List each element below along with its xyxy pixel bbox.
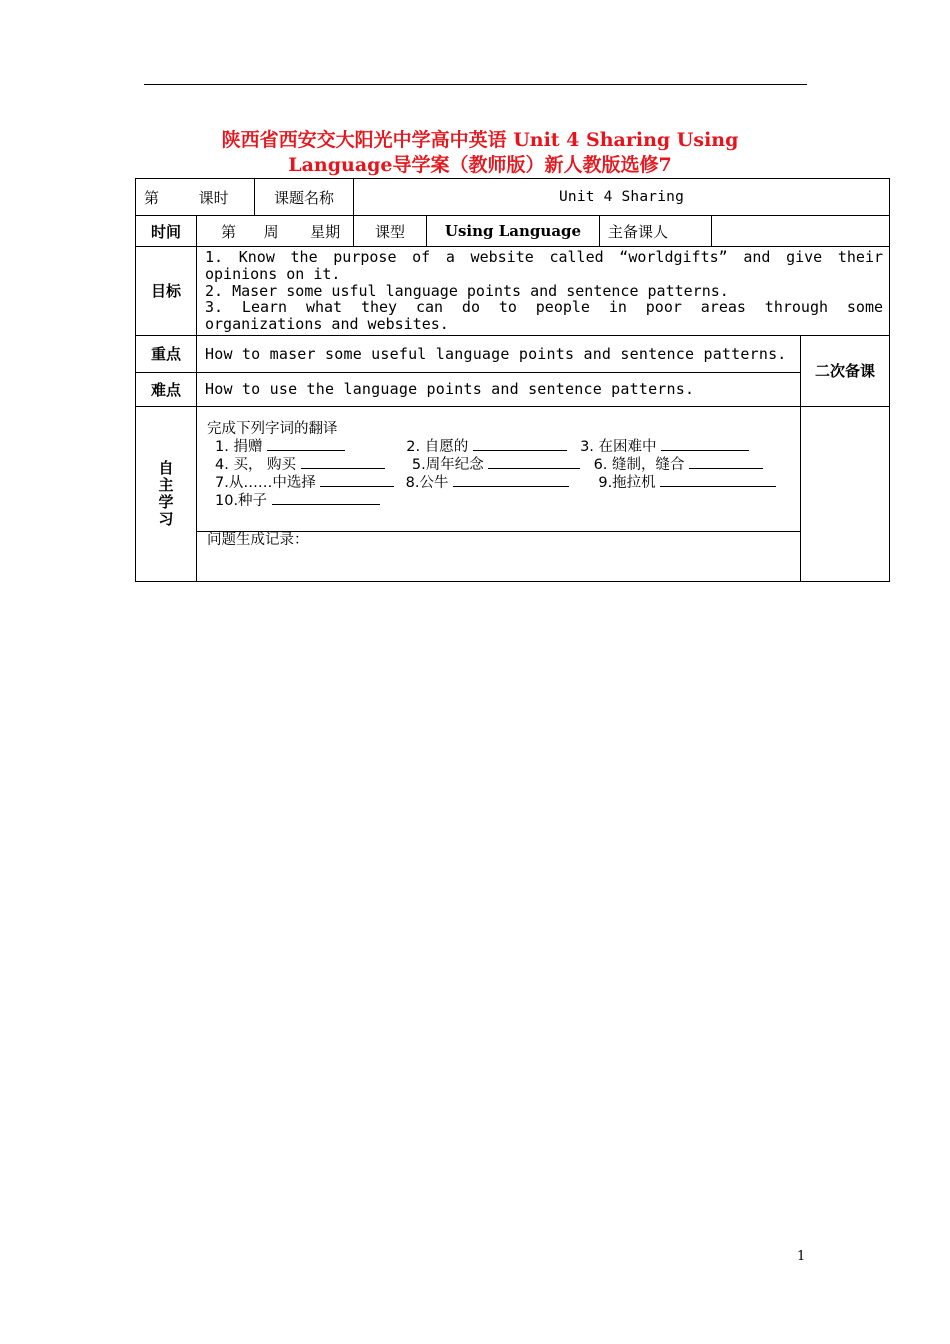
- second-prep-blank: [801, 406, 890, 581]
- difficult-point-label: 难点: [136, 372, 197, 406]
- vocab-section: [197, 407, 800, 532]
- goals-text: [197, 247, 890, 336]
- row-difficult-point: [136, 372, 890, 406]
- document-title-line1: 陕西省西安交大阳光中学高中英语 Unit 4 Sharing Using: [221, 129, 739, 151]
- self-study-content: [197, 406, 801, 581]
- key-point-label: 重点: [136, 335, 197, 372]
- second-prep-label: 二次备课: [801, 335, 890, 406]
- self-study-label-cell: [136, 406, 197, 581]
- goal-item-2: 2. Maser some usful language points and sentence patterns.: [205, 281, 729, 300]
- row-time-type: [136, 216, 890, 247]
- period-label: 第: [144, 188, 160, 207]
- vocab-item: 1. 捐赠: [215, 438, 263, 455]
- type-value: Using Language: [427, 216, 600, 247]
- week-di: 第: [221, 222, 237, 241]
- vocab-blank[interactable]: [473, 438, 567, 451]
- vocab-blank[interactable]: [301, 456, 385, 469]
- key-point-text: How to maser some useful language points and sentence patterns.: [197, 335, 801, 372]
- teacher-label: 主备课人: [600, 216, 712, 247]
- goals-label: 目标: [136, 247, 197, 336]
- goal-item-3: 3. Learn what they can do to people in poor areas through some organizations and websites.: [205, 298, 884, 334]
- header-rule: [144, 84, 807, 85]
- teacher-value: [712, 216, 890, 247]
- goal-item-1: 1. Know the purpose of a website called “worldgifts” and give their opinions on it.: [205, 248, 884, 283]
- vocab-item: 9.拖拉机: [598, 474, 656, 491]
- vocab-blank[interactable]: [267, 438, 345, 451]
- difficult-point-text: How to use the language points and sentence patterns.: [197, 372, 801, 406]
- vocab-item: 4. 买， 购买: [215, 456, 297, 473]
- vocab-blank[interactable]: [661, 438, 749, 451]
- page-number: 1: [797, 1249, 806, 1264]
- vocab-line-2: [207, 456, 790, 474]
- vocab-instruction: 完成下列字词的翻译: [207, 420, 338, 437]
- vocab-line-3: [207, 474, 790, 492]
- vocab-item: 3. 在困难中: [580, 438, 657, 455]
- vocab-blank[interactable]: [689, 456, 763, 469]
- vocab-line-1: [207, 438, 790, 456]
- row-self-study: [136, 406, 890, 581]
- vocab-item: 8.公牛: [405, 474, 449, 491]
- vocab-blank[interactable]: [272, 492, 380, 505]
- lesson-plan-table: [135, 178, 890, 582]
- vocab-item: 5.周年纪念: [411, 456, 484, 473]
- time-label: 时间: [136, 216, 197, 247]
- record-label: 问题生成记录：: [207, 531, 309, 548]
- weekday: 星期: [310, 222, 341, 241]
- topic-label: 课题名称: [255, 179, 354, 216]
- row-key-point: [136, 335, 890, 372]
- week-zhou: 周: [263, 222, 279, 241]
- vocab-line-4: [207, 492, 790, 510]
- vocab-item: 7.从……中选择: [215, 474, 316, 491]
- vocab-item: 2. 自愿的: [406, 438, 469, 455]
- row-period-topic: [136, 179, 890, 216]
- week-cell: [197, 216, 354, 247]
- vocab-item: 6. 缝制，缝合: [593, 456, 685, 473]
- topic-value: Unit 4 Sharing: [354, 179, 890, 216]
- self-study-label: 自主学习: [156, 459, 175, 528]
- row-goals: [136, 247, 890, 336]
- vocab-item: 10.种子: [215, 492, 268, 509]
- type-label: 课型: [354, 216, 427, 247]
- document-title-line2: Language导学案（教师版）新人教版选修7: [288, 154, 672, 176]
- vocab-blank[interactable]: [320, 474, 394, 487]
- period-unit: 课时: [198, 188, 229, 207]
- period-cell: [136, 179, 255, 216]
- vocab-blank[interactable]: [453, 474, 569, 487]
- vocab-blank[interactable]: [488, 456, 580, 469]
- vocab-blank[interactable]: [660, 474, 776, 487]
- record-section: [197, 532, 800, 581]
